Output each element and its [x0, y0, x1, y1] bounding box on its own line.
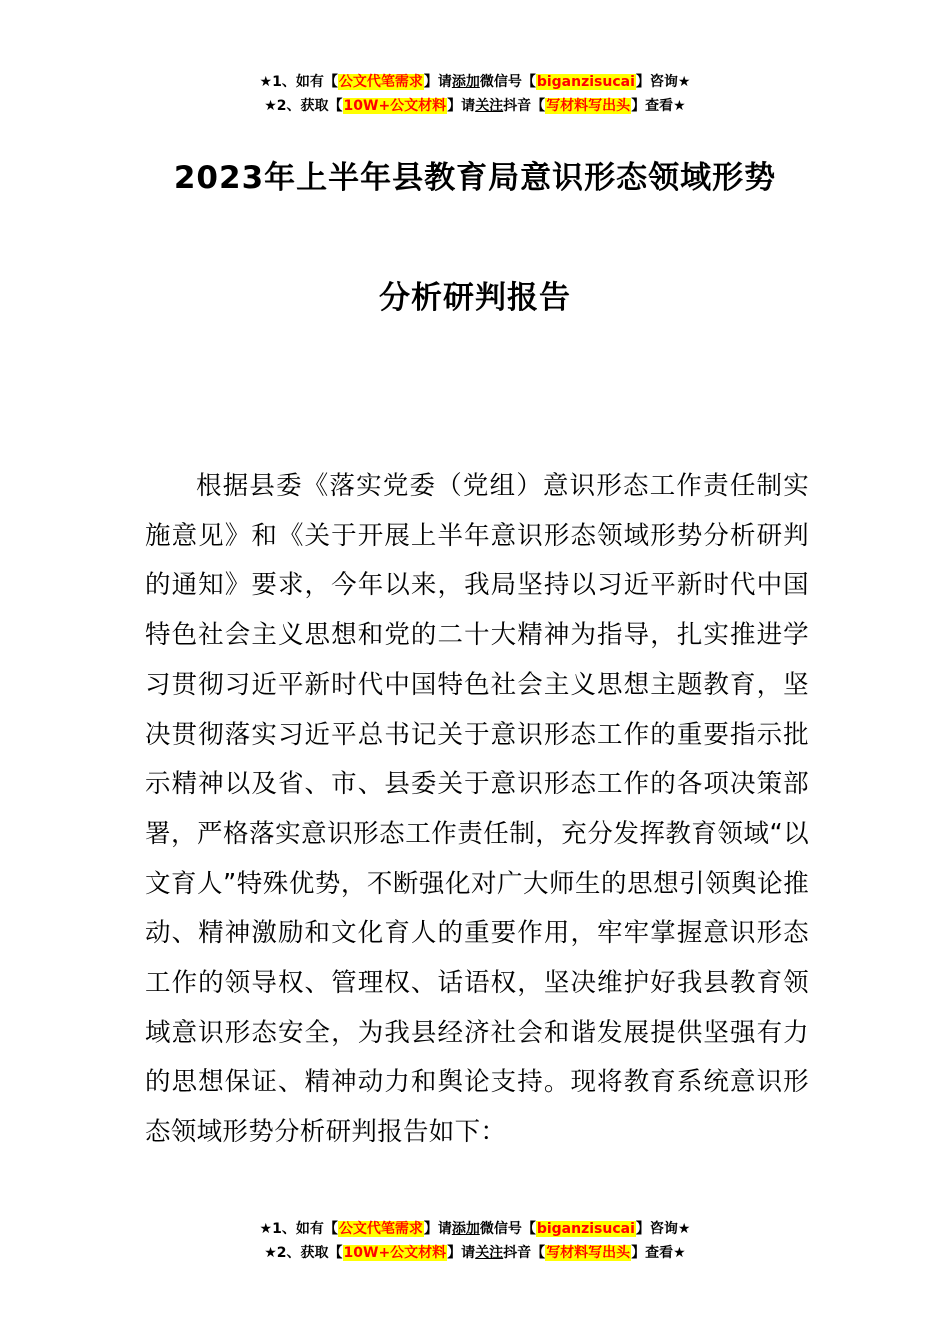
banner-highlight: 公文代笔需求 — [338, 74, 423, 90]
bottom-banner — [0, 1218, 950, 1266]
document-title-line-1: 2023年上半年县教育局意识形态领域形势 — [173, 160, 777, 196]
banner-text: ★1、如有【 — [259, 1221, 338, 1237]
banner-text: ★1、如有【 — [259, 74, 338, 90]
top-banner — [0, 71, 950, 119]
banner-highlight: 10W+公文材料 — [343, 1245, 447, 1261]
douyin-id-highlight: 写材料写出头 — [546, 98, 631, 114]
banner-line-1 — [0, 71, 950, 95]
banner-text: 】请 — [423, 1221, 452, 1237]
banner-text: ★2、获取【 — [264, 98, 343, 114]
banner-text: 抖音【 — [503, 98, 546, 114]
banner-text: 微信号【 — [479, 1221, 536, 1237]
banner-highlight: 10W+公文材料 — [343, 98, 447, 114]
banner-line-2 — [0, 1242, 950, 1266]
wechat-id-highlight: biganzisucai — [536, 74, 635, 90]
banner-text: 】查看★ — [631, 98, 686, 114]
banner-underlined-text: 关注 — [475, 98, 504, 114]
banner-text: 】请 — [423, 74, 452, 90]
banner-text: 】咨询★ — [635, 74, 691, 90]
banner-underlined-text: 关注 — [475, 1245, 504, 1261]
banner-line-2 — [0, 95, 950, 119]
banner-highlight: 公文代笔需求 — [338, 1221, 423, 1237]
banner-text: 微信号【 — [479, 74, 536, 90]
banner-text: 】请 — [447, 98, 476, 114]
douyin-id-highlight: 写材料写出头 — [546, 1245, 631, 1261]
banner-text: 】咨询★ — [635, 1221, 691, 1237]
banner-text: 】查看★ — [631, 1245, 686, 1261]
document-title-line-2: 分析研判报告 — [379, 280, 571, 316]
banner-text: 】请 — [447, 1245, 476, 1261]
banner-underlined-text: 添加 — [451, 74, 480, 90]
banner-line-1 — [0, 1218, 950, 1242]
body-paragraph: 根据县委《落实党委（党组）意识形态工作责任制实施意见》和《关于开展上半年意识形态领域形势分析研判的通知》要求，今年以来，我局坚持以习近平新时代中国特色社会主义思想和党的二十大精神为指导，扎实推进学习贯彻习近平新时代中国特色社会主义思想主题教育，坚决贯彻落实习近平总书记关于意识形态工作的重要指示批示精神以及省、市、县委关于意识形态工作的各项决策部署，严格落实意识形态工作责任制，充分发挥教育领域“以文育人”特殊优势，不断强化对广大师生的思想引领舆论推动、精神激励和文化育人的重要作用，牢牢掌握意识形态工作的领导权、管理权、话语权，坚决维护好我县教育领域意识形态安全，为我县经济社会和谐发展提供坚强有力的思想保证、精神动力和舆论支持。现将教育系统意识形态领域形势分析研判报告如下： — [145, 471, 809, 1148]
banner-underlined-text: 添加 — [451, 1221, 480, 1237]
banner-text: 抖音【 — [503, 1245, 546, 1261]
wechat-id-highlight: biganzisucai — [536, 1221, 635, 1237]
banner-text: ★2、获取【 — [264, 1245, 343, 1261]
